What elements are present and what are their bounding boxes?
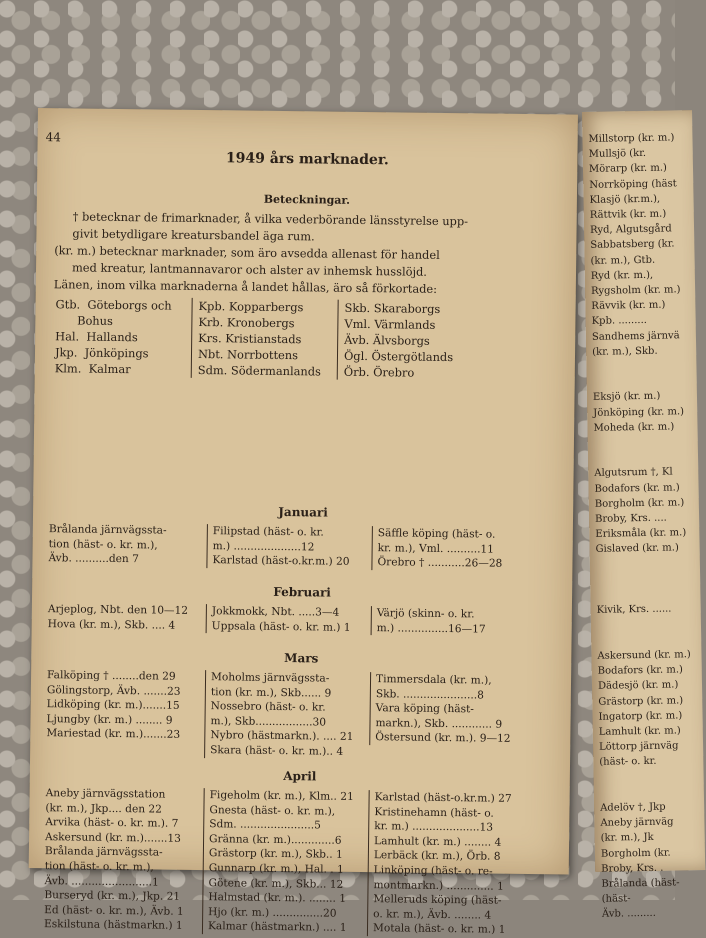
market-entry: Figeholm (kr. m.), Klm.. 21: [209, 789, 354, 803]
right-page-line: Askersund (kr. m.): [597, 649, 691, 662]
market-entry: Eskilstuna (hästmarkn.) 1: [43, 918, 183, 933]
market-entry: Örebro † ...........26—28: [377, 556, 503, 570]
right-page-line: Rättvik (kr. m.): [589, 208, 667, 221]
market-entry: Timmersdala (kr. m.),: [375, 673, 492, 687]
market-column: [369, 672, 534, 747]
abbreviation-column: [337, 300, 475, 382]
month-markets: [46, 668, 557, 758]
right-page-line: [590, 571, 690, 588]
right-page-line: [590, 556, 690, 573]
right-page-line: (kr. m.), Jk: [600, 832, 654, 845]
abbreviation-entry: Ävb. Älvsborgs: [344, 332, 430, 348]
market-entry: Melleruds köping (häst-: [373, 893, 502, 907]
right-page-line: Sabbatsberg (kr.: [590, 238, 675, 252]
month-heading: Mars: [284, 651, 319, 666]
abbreviation-column: [191, 298, 333, 380]
market-entry: Filipstad (häst- o. kr.: [212, 525, 324, 539]
market-entry: Gölingstorp, Ävb. .......23: [46, 683, 181, 698]
right-page-line: [591, 632, 691, 649]
right-page-line: [588, 449, 688, 466]
market-entry: Jokkmokk, Nbt. .....3—4: [211, 605, 340, 619]
right-page-line: Broby, Krs. ....: [595, 512, 667, 525]
market-entry: Arvika (häst- o. kr. m.). 7: [45, 816, 179, 830]
right-page-line: Borgholm (kr.: [600, 847, 671, 860]
market-column: [48, 602, 206, 633]
market-entry: Hova (kr. m.), Skb. .... 4: [47, 617, 176, 632]
right-page-line: (kr. m.), Skb.: [592, 345, 658, 358]
month-markets: [43, 786, 556, 937]
right-page-line: Brålanda (häst-: [601, 877, 680, 890]
market-entry: Mariestad (kr. m.).......23: [46, 727, 181, 742]
market-entry: Hjo (kr. m.) ...............20: [208, 905, 337, 920]
market-entry: Ljungby (kr. m.) ........ 9: [46, 712, 173, 727]
right-page-line: Dädesjö (kr. m.): [597, 679, 679, 693]
market-column: [371, 606, 535, 637]
right-page-line: [590, 586, 690, 603]
market-entry: tion (häst- o. kr. m.),: [48, 537, 158, 552]
right-page-line: Algutsrum †, Kl: [594, 466, 673, 480]
month-markets: [47, 602, 558, 636]
abbreviation-entry: Nbt. Norrbottens: [197, 346, 299, 363]
right-page-line: Bodafors (kr. m.): [597, 664, 683, 677]
market-column: [46, 668, 205, 743]
book-left-page: [29, 108, 578, 937]
right-page-line: [586, 358, 686, 375]
market-entry: kr. m.), Vml. ..........11: [377, 541, 495, 556]
market-entry: Gnesta (häst- o. kr. m.),: [209, 803, 336, 818]
market-column: [206, 604, 370, 635]
right-page-line: Ingatorp (kr. m.): [598, 710, 683, 723]
market-entry: Vara köping (häst-: [375, 702, 474, 716]
market-entry: Halmstad (kr. m.). ........ 1: [208, 891, 347, 905]
market-entry: Aneby järnvägsstation: [45, 787, 166, 801]
page-number: 44: [45, 130, 62, 145]
market-entry: montmarkn.) .............. 1: [373, 878, 504, 893]
right-page-line: Ävb. .........: [601, 908, 656, 921]
right-page-line: [593, 769, 693, 786]
market-entry: m.) ....................12: [212, 539, 315, 554]
legend-line: med kreatur, lantmannavaror och alster av inhemsk husslöjd.: [71, 260, 428, 279]
right-page-line: Norrköping (häst: [589, 177, 677, 191]
market-column: [206, 524, 371, 570]
right-page-line: Lamhult (kr. m.): [598, 725, 681, 738]
market-entry: Gunnarp (kr. m.), Hal. . 1: [208, 862, 344, 876]
market-entry: Brålanda järnvägssta-: [44, 845, 163, 859]
market-entry: Moholms järnvägssta-: [210, 671, 330, 685]
market-entry: Karlstad (häst-o.kr.m.) 20: [212, 554, 350, 569]
right-page-line: Ryd (kr. m.),: [590, 269, 654, 282]
right-page-line: (häst-: [601, 893, 631, 905]
market-entry: kr. m.) ....................13: [374, 820, 494, 834]
market-entry: Grästorp (kr. m.), Skb.. 1: [208, 847, 343, 862]
market-entry: Lamhult (kr. m.) ........ 4: [373, 834, 502, 849]
right-page-line: (häst- o. kr.: [599, 756, 657, 769]
abbreviation-entry: Vml. Värmlands: [344, 316, 436, 332]
market-column: [367, 790, 533, 938]
right-page-line: Bodafors (kr. m.): [594, 482, 680, 495]
right-page-line: Eksjö (kr. m.): [592, 391, 661, 404]
right-page-line: Gislaved (kr. m.): [595, 542, 679, 556]
market-entry: tion (kr. m.), Skb...... 9: [210, 685, 332, 700]
abbreviation-column: [55, 296, 184, 378]
abbreviation-entry: Hal. Hallands: [55, 329, 138, 345]
right-page-line: Ryd, Algutsgård: [589, 223, 672, 237]
month-markets: [48, 522, 559, 570]
right-page-line: Adelöv †, Jkp: [600, 801, 666, 814]
abbreviation-entry: Kpb. Kopparbergs: [198, 298, 304, 315]
legend-text: [54, 208, 563, 299]
market-entry: Säffle köping (häst- o.: [377, 527, 496, 541]
right-page-line: Rävvik (kr. m.): [591, 299, 666, 313]
market-column: [204, 670, 369, 760]
right-page-line: [594, 784, 694, 801]
market-entry: Uppsala (häst- o. kr. m.) 1: [211, 619, 351, 634]
abbreviation-entry: Skb. Skaraborgs: [344, 300, 441, 316]
legend-line: (kr. m.) betecknar marknader, som äro avsedda allenast för handel: [54, 243, 440, 262]
market-entry: Ävb. ..........den 7: [48, 552, 139, 566]
page-title: 1949 års marknader.: [225, 150, 389, 169]
market-entry: Östersund (kr. m.). 9—12: [375, 731, 511, 746]
abbreviation-entry: Sdm. Södermanlands: [197, 362, 322, 379]
legend-line: † betecknar de frimarknader, å vilka vederbörande länsstyrelse upp-: [72, 209, 469, 229]
right-page-line: Jönköping (kr. m.): [593, 405, 685, 419]
right-page-line: [591, 617, 691, 634]
right-page-line: Rygsholm (kr. m.): [591, 284, 681, 297]
abbreviation-entry: Gtb. Göteborgs och: [55, 297, 172, 313]
market-entry: Kalmar (hästmarkn.) .... 1: [207, 920, 347, 935]
market-entry: Värjö (skinn- o. kr.: [376, 607, 475, 621]
right-page-line: Broby, Krs. .: [601, 862, 664, 875]
market-entry: Sdm. ......................5: [209, 818, 321, 832]
right-page-line: Löttorp järnväg: [598, 740, 679, 753]
market-entry: tion (häst- o. kr. m.),: [44, 860, 154, 874]
market-entry: Arjeplog, Nbt. den 10—12: [47, 603, 189, 617]
abbreviation-entry: Ögl. Östergötlands: [343, 348, 454, 365]
right-page-line: Mullsjö (kr.: [588, 148, 647, 161]
right-page-line: Eriksmåla (kr. m.): [595, 527, 687, 541]
right-page-line: [587, 373, 687, 390]
market-entry: Brålanda järnvägssta-: [48, 523, 167, 537]
abbreviation-entry: Örb. Örebro: [343, 364, 415, 380]
market-entry: Karlstad (häst-o.kr.m.) 27: [374, 791, 512, 805]
market-entry: Ävb. ........................1: [44, 874, 159, 889]
market-entry: Gränna (kr. m.).............6: [209, 832, 342, 847]
right-page-line: Sandhems järnvä: [591, 329, 680, 343]
book-right-page: [582, 110, 705, 921]
legend-line: givit betydligare kreatursbandel äga rum.: [72, 226, 315, 244]
market-column: [371, 526, 536, 572]
market-entry: Götene (kr. m.), Skb... 12: [208, 876, 344, 891]
market-entry: Lerbäck (kr. m.), Örb. 8: [373, 849, 501, 864]
abbreviation-entry: Krs. Kristianstads: [198, 330, 302, 347]
month-heading: April: [283, 769, 317, 784]
market-entry: Falköping † ........den 29: [46, 669, 176, 683]
market-entry: Nybro (hästmarkn.). .... 21: [210, 729, 354, 744]
abbreviation-entry: Klm. Kalmar: [54, 361, 131, 377]
market-entry: markn.), Skb. ............ 9: [375, 716, 503, 731]
market-entry: m.), Skb.................30: [210, 714, 327, 729]
month-heading: Januari: [278, 504, 328, 520]
market-entry: o. kr. m.), Ävb. ........ 4: [373, 907, 492, 922]
right-page-line: (kr. m.), Gtb.: [590, 254, 656, 267]
right-page-line: Mörarp (kr. m.): [588, 162, 668, 176]
market-entry: Skb. ......................8: [375, 687, 484, 702]
market-entry: Burseryd (kr. m.), Jkp. 21: [44, 889, 181, 903]
right-page-line: Millstorp (kr. m.): [588, 132, 675, 145]
right-page-line: Klasjö (kr.m.),: [589, 193, 661, 206]
right-page-line: Grästorp (kr. m.): [598, 694, 684, 708]
abbreviation-entry: Krb. Kronobergs: [198, 314, 295, 331]
right-page-line: Moheda (kr. m.): [593, 421, 675, 434]
abbreviation-entry: Jkp. Jönköpings: [54, 345, 149, 361]
market-entry: Nossebro (häst- o. kr.: [210, 700, 326, 714]
market-entry: Ed (häst- o. kr. m.), Ävb. 1: [44, 903, 184, 918]
market-entry: Kristinehamn (häst- o.: [374, 805, 494, 820]
right-page-line: Kpb. .........: [591, 315, 648, 328]
right-page-line: Kivik, Krs. ......: [596, 603, 672, 617]
right-page-line: Aneby järnväg: [600, 816, 674, 829]
legend-line: Länen, inom vilka marknaderna å landet hållas, äro så förkortade:: [53, 277, 438, 296]
right-page-line: [588, 434, 688, 451]
market-entry: (kr. m.), Jkp.... den 22: [45, 801, 163, 816]
right-page-line: Borgholm (kr. m.): [594, 497, 685, 510]
market-column: [48, 522, 207, 568]
month-heading: Februari: [273, 584, 331, 600]
market-entry: Skara (häst- o. kr. m.).. 4: [210, 744, 344, 758]
legend-heading: Beteckningar.: [263, 192, 351, 207]
market-entry: Linköping (häst- o. re-: [373, 864, 493, 878]
market-entry: m.) ...............16—17: [376, 621, 486, 636]
market-entry: Motala (häst- o. kr. m.) 1: [372, 922, 506, 937]
market-column: [44, 786, 204, 934]
abbreviation-entry: Bohus: [55, 313, 113, 328]
market-entry: Lidköping (kr. m.).......15: [46, 698, 180, 712]
market-column: [202, 788, 368, 936]
market-entry: Askersund (kr. m.).......13: [45, 830, 182, 845]
